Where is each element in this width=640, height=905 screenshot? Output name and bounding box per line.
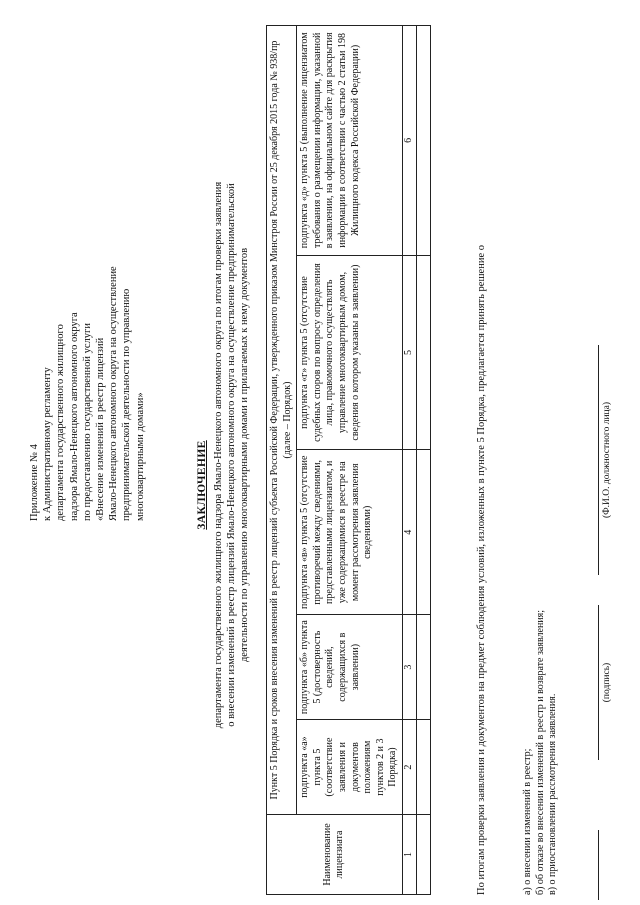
table-header-row bbox=[267, 26, 297, 895]
table-cell[interactable] bbox=[416, 255, 430, 450]
licensee-name-header: Наименование лицензиата bbox=[267, 815, 403, 895]
group-header: Пункт 5 Порядка и сроков внесения изменений в реестр лицензий субъекта Российской Федерации, утвержденного приказом Минстроя России от 25 декабря 2015 года № 938/пр (далее – Порядок) bbox=[267, 26, 297, 815]
appendix-line: предпринимательской деятельности по управлению bbox=[121, 288, 133, 521]
signature-line bbox=[598, 605, 599, 760]
document-subtitle bbox=[212, 135, 251, 775]
appendix-line: надзора Ямало-Ненецкого автономного округа bbox=[68, 312, 80, 521]
table-cell[interactable] bbox=[416, 815, 430, 895]
subtitle-line: департамента государственного жилищного надзора Ямало-Ненецкого автономного округа по итогам проверки заявления bbox=[213, 181, 224, 729]
appendix-line: департамента государственного жилищного bbox=[55, 324, 67, 521]
appendix-line: Приложение № 4 bbox=[29, 444, 40, 521]
subheader-d: подпункта «д» пункта 5 (выполнение лицензиатом требования о размещении информации, указанной в заявлении, на официальном сайте для раскрытия информации в соответствии с частью 2 статьи 198 Жилищного кодекса Российской Федерации) bbox=[297, 26, 403, 256]
conclusion-table bbox=[266, 25, 431, 895]
appendix-block bbox=[28, 81, 147, 521]
subtitle-line: деятельности по управлению многоквартирными домами и прилагаемых к нему документов bbox=[239, 247, 250, 663]
option-item: б) об отказе во внесении изменений в реестр и возврате заявления; bbox=[534, 609, 546, 895]
table-cell[interactable] bbox=[416, 720, 430, 815]
table-number-row bbox=[402, 26, 416, 895]
column-number: 3 bbox=[402, 615, 416, 720]
subtitle-line: о внесении изменений в реестр лицензий Ямало-Ненецкого автономного округа на осуществление предпринимательской bbox=[226, 183, 237, 727]
table-cell[interactable] bbox=[416, 615, 430, 720]
appendix-line: «Внесение изменений в реестр лицензий bbox=[95, 337, 107, 521]
divider-line bbox=[598, 830, 599, 900]
decision-text: По итогам проверки заявления и документов на предмет соблюдения условий, изложенных в пункте 5 Порядка, предлагается принять решение о bbox=[476, 245, 487, 895]
table-subheader-row bbox=[297, 26, 403, 895]
column-number: 1 bbox=[402, 815, 416, 895]
signature-caption: (подпись) bbox=[602, 662, 612, 703]
column-number: 6 bbox=[402, 26, 416, 256]
subheader-g: подпункта «г» пункта 5 (отсутствие судебных споров по вопросу определения лица, правомочного осуществлять управление многоквартирным домом, сведения о котором указаны в заявлении) bbox=[297, 255, 403, 450]
subheader-b: подпункта «б» пункта 5 (достоверность сведений, содержащихся в заявлении) bbox=[297, 615, 403, 720]
subheader-v: подпункта «в» пункта 5 (отсутствие противоречий между сведениями, представленными лицензиатом, и уже содержащимися в реестре на момент рассмотрения заявления сведениями) bbox=[297, 450, 403, 615]
column-number: 2 bbox=[402, 720, 416, 815]
table-cell[interactable] bbox=[416, 26, 430, 256]
name-line bbox=[598, 345, 599, 575]
table-empty-row bbox=[416, 26, 430, 895]
option-item: в) о приостановлении рассмотрения заявления. bbox=[547, 693, 558, 895]
appendix-line: к Административному регламенту bbox=[42, 367, 54, 521]
appendix-line: многоквартирными домами» bbox=[134, 392, 146, 521]
decision-options bbox=[522, 35, 560, 895]
subheader-a: подпункта «а» пункта 5 (соответствие заявления и документов положениям пунктов 2 и 3 Порядка) bbox=[297, 720, 403, 815]
table-cell[interactable] bbox=[416, 450, 430, 615]
option-item: а) о внесении изменений в реестр; bbox=[522, 748, 533, 895]
appendix-line: Ямало-Ненецкого автономного округа на осуществление bbox=[108, 266, 120, 521]
column-number: 5 bbox=[402, 255, 416, 450]
appendix-line: по предоставлению государственной услуги bbox=[81, 323, 93, 521]
document-title: ЗАКЛЮЧЕНИЕ bbox=[196, 440, 208, 530]
column-number: 4 bbox=[402, 450, 416, 615]
name-caption: (Ф.И.О. должностного лица) bbox=[602, 402, 612, 518]
